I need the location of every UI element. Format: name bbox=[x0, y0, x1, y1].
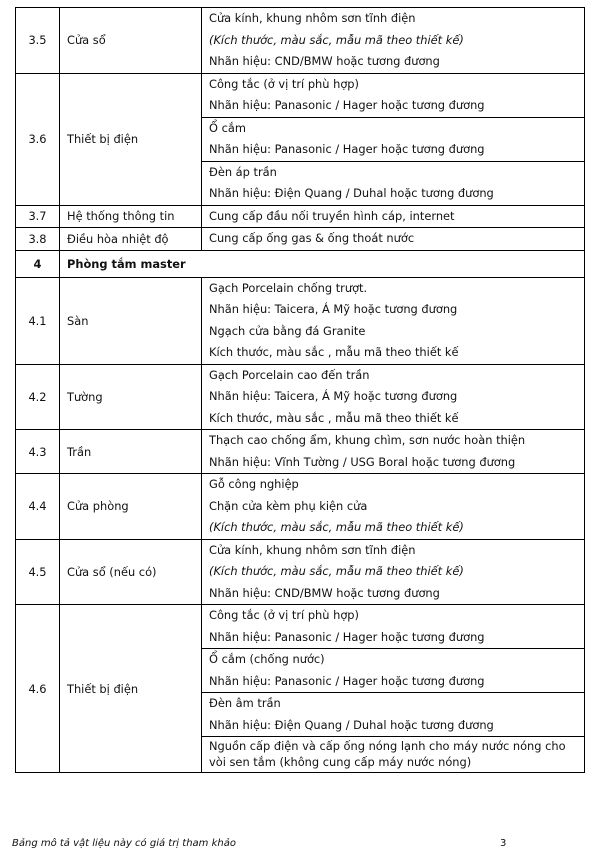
item-description bbox=[202, 693, 585, 737]
description-line: Ổ cắm (chống nước) bbox=[209, 652, 325, 666]
table-row bbox=[16, 228, 585, 251]
item-description bbox=[202, 605, 585, 649]
item-number: 4.2 bbox=[16, 364, 60, 430]
item-description bbox=[202, 539, 585, 605]
item-number: 4.3 bbox=[16, 430, 60, 474]
item-description bbox=[202, 117, 585, 161]
description-line: Ổ cắm bbox=[209, 120, 246, 135]
description-line: (Kích thước, màu sắc, mẫu mã theo thiết kế) bbox=[209, 520, 464, 534]
table-row bbox=[16, 605, 585, 649]
table-row bbox=[16, 539, 585, 605]
item-name: Tường bbox=[60, 364, 202, 430]
table-row bbox=[16, 474, 585, 540]
description-line: Nhãn hiệu: Panasonic / Hager hoặc tương đương bbox=[209, 142, 485, 156]
item-name: Thiết bị điện bbox=[60, 73, 202, 205]
description-line: Nhãn hiệu: Panasonic / Hager hoặc tương đương bbox=[209, 629, 485, 644]
item-number: 3.5 bbox=[16, 8, 60, 74]
description-line: Công tắc (ở vị trí phù hợp) bbox=[209, 76, 359, 91]
table-row bbox=[16, 364, 585, 430]
section-header-row bbox=[16, 250, 585, 277]
description-line: Công tắc (ở vị trí phù hợp) bbox=[209, 608, 359, 622]
table-row bbox=[16, 73, 585, 117]
table-row bbox=[16, 8, 585, 74]
item-name: Cửa sổ (nếu có) bbox=[60, 539, 202, 605]
description-line: Nguồn cấp điện và cấp ống nóng lạnh cho máy nước nóng cho vòi sen tắm (không cung cấp máy nước nóng) bbox=[209, 739, 566, 769]
item-name: Thiết bị điện bbox=[60, 605, 202, 773]
description-line: Nhãn hiệu: Panasonic / Hager hoặc tương đương bbox=[209, 673, 485, 688]
item-number: 4.5 bbox=[16, 539, 60, 605]
item-description bbox=[202, 364, 585, 430]
description-line: Thạch cao chống ẩm, khung chìm, sơn nước hoàn thiện bbox=[209, 433, 526, 447]
description-line: Kích thước, màu sắc , mẫu mã theo thiết kế bbox=[209, 345, 459, 359]
description-line: Nhãn hiệu: Taicera, Á Mỹ hoặc tương đương bbox=[209, 302, 458, 316]
description-line: Đèn áp trần bbox=[209, 164, 277, 179]
description-line: Chặn cửa kèm phụ kiện cửa bbox=[209, 498, 368, 513]
item-name: Cửa phòng bbox=[60, 474, 202, 540]
item-name: Điều hòa nhiệt độ bbox=[60, 228, 202, 251]
item-number: 4.1 bbox=[16, 277, 60, 364]
description-line: Nhãn hiệu: Vĩnh Tường / USG Boral hoặc tương đương bbox=[209, 454, 516, 469]
spec-table-body bbox=[16, 8, 585, 773]
description-line: Gỗ công nghiệp bbox=[209, 477, 299, 491]
item-number: 3.6 bbox=[16, 73, 60, 205]
description-line: Đèn âm trần bbox=[209, 696, 281, 710]
item-number: 4.4 bbox=[16, 474, 60, 540]
item-number: 4.6 bbox=[16, 605, 60, 773]
description-line: Kích thước, màu sắc , mẫu mã theo thiết kế bbox=[209, 410, 459, 425]
table-row bbox=[16, 205, 585, 228]
description-line: Ngạch cửa bằng đá Granite bbox=[209, 323, 366, 338]
description-line: Nhãn hiệu: Taicera, Á Mỹ hoặc tương đương bbox=[209, 389, 458, 403]
table-row bbox=[16, 430, 585, 474]
materials-spec-table bbox=[15, 7, 585, 773]
item-description bbox=[202, 228, 585, 251]
item-description bbox=[202, 474, 585, 540]
item-description bbox=[202, 161, 585, 205]
page-number: 3 bbox=[500, 838, 507, 849]
item-name: Cửa sổ bbox=[60, 8, 202, 74]
description-line: Cung cấp đầu nối truyền hình cáp, internet bbox=[209, 208, 455, 223]
item-description bbox=[202, 73, 585, 117]
description-line: Nhãn hiệu: Điện Quang / Duhal hoặc tương đương bbox=[209, 186, 494, 200]
description-line: Nhãn hiệu: Điện Quang / Duhal hoặc tương đương bbox=[209, 717, 494, 732]
footer-note: Bảng mô tả vật liệu này có giá trị tham khảo bbox=[12, 838, 236, 849]
description-line: Cửa kính, khung nhôm sơn tĩnh điện bbox=[209, 11, 416, 25]
description-line: Cung cấp ống gas & ống thoát nước bbox=[209, 231, 415, 245]
description-line: Nhãn hiệu: Panasonic / Hager hoặc tương đương bbox=[209, 98, 485, 112]
item-name: Sàn bbox=[60, 277, 202, 364]
item-name: Hệ thống thông tin bbox=[60, 205, 202, 228]
description-line: Cửa kính, khung nhôm sơn tĩnh điện bbox=[209, 542, 416, 557]
description-line: (Kích thước, màu sắc, mẫu mã theo thiết kế) bbox=[209, 32, 464, 47]
item-description bbox=[202, 737, 585, 773]
description-line: Nhãn hiệu: CND/BMW hoặc tương đương bbox=[209, 54, 440, 68]
section-number: 4 bbox=[16, 250, 60, 277]
item-description bbox=[202, 205, 585, 228]
description-line: Nhãn hiệu: CND/BMW hoặc tương đương bbox=[209, 585, 440, 600]
item-number: 3.8 bbox=[16, 228, 60, 251]
item-description bbox=[202, 649, 585, 693]
item-name: Trần bbox=[60, 430, 202, 474]
item-description bbox=[202, 277, 585, 364]
item-description bbox=[202, 8, 585, 74]
table-row bbox=[16, 277, 585, 364]
item-number: 3.7 bbox=[16, 205, 60, 228]
item-description bbox=[202, 430, 585, 474]
section-title: Phòng tắm master bbox=[60, 250, 585, 277]
description-line: (Kích thước, màu sắc, mẫu mã theo thiết kế) bbox=[209, 564, 464, 578]
description-line: Gạch Porcelain chống trượt. bbox=[209, 280, 368, 295]
description-line: Gạch Porcelain cao đến trần bbox=[209, 367, 370, 382]
